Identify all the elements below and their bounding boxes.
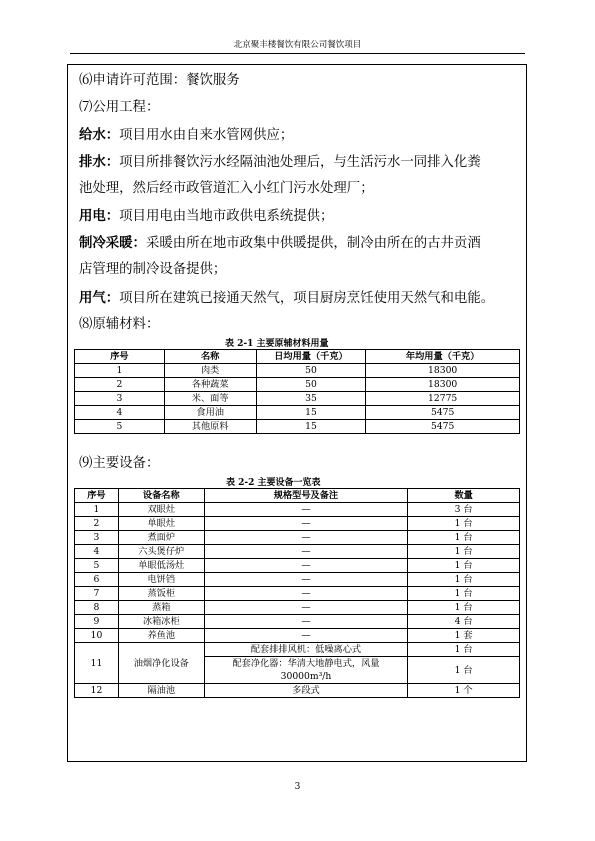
table1-header-row — [75, 350, 520, 364]
table2-header-cell: 序号 — [75, 489, 119, 503]
table-cell: 2 — [75, 517, 119, 531]
table-cell: 11 — [75, 643, 119, 684]
table-row — [75, 587, 520, 601]
hvac-text-1: 采暖由所在地市政集中供暖提供，制冷由所在的古井贡酒 — [145, 236, 481, 251]
table-cell: 六头煲仔炉 — [118, 545, 204, 559]
table-cell: — — [204, 531, 408, 545]
materials-title: ⑻原辅材料： — [79, 317, 160, 332]
table-cell: 18300 — [366, 378, 520, 392]
table-cell: 1 台 — [408, 573, 520, 587]
table-cell: 油烟净化设备 — [118, 643, 204, 684]
table-cell: 15 — [256, 406, 366, 420]
table-cell: — — [204, 601, 408, 615]
table-cell: 18300 — [366, 364, 520, 378]
table1-header-cell: 序号 — [75, 350, 165, 364]
table2-header-cell: 数量 — [408, 489, 520, 503]
table-cell: 50 — [256, 378, 366, 392]
table-row — [75, 378, 520, 392]
table-cell: 冰箱冰柜 — [118, 615, 204, 629]
table-row — [75, 601, 520, 615]
table2-header-cell: 设备名称 — [118, 489, 204, 503]
table-cell: 5 — [75, 420, 165, 434]
table-row — [75, 364, 520, 378]
table-cell: 1 台 — [408, 531, 520, 545]
table-row — [75, 545, 520, 559]
equipment-table — [74, 488, 520, 698]
table-row — [75, 392, 520, 406]
water-label: 给水： — [79, 127, 120, 143]
table-cell: 6 — [75, 573, 119, 587]
table-cell: — — [204, 559, 408, 573]
table-cell: 3 — [75, 392, 165, 406]
table-cell: 15 — [256, 420, 366, 434]
hvac-line-2: 店管理的制冷设备提供； — [79, 262, 227, 277]
table2-header-cell: 规格型号及备注 — [204, 489, 408, 503]
page-header: 北京聚丰楼餐饮有限公司餐饮项目 — [233, 40, 362, 50]
table-cell: 4 台 — [408, 615, 520, 629]
table-cell: 8 — [75, 601, 119, 615]
table-row — [75, 573, 520, 587]
table-row — [75, 629, 520, 643]
table1-header-cell: 名称 — [164, 350, 256, 364]
table-cell: 1 台 — [408, 601, 520, 615]
table-row — [75, 643, 520, 657]
table-cell: 1 台 — [408, 657, 520, 684]
drain-line-1 — [79, 153, 481, 172]
table-cell: 1 — [75, 364, 165, 378]
table2-caption: 表 2-2 主要设备一览表 — [226, 478, 321, 488]
table-cell: 配套排排风机：低噪离心式 — [204, 643, 408, 657]
table-cell: — — [204, 517, 408, 531]
table2-header-row — [75, 489, 520, 503]
table1-header-cell: 年均用量（千克） — [366, 350, 520, 364]
table-cell: — — [204, 573, 408, 587]
table-row — [75, 615, 520, 629]
table-cell: 多段式 — [204, 684, 408, 698]
drain-label: 排水： — [79, 154, 120, 170]
table-cell: 3 台 — [408, 503, 520, 517]
table-cell: 12 — [75, 684, 119, 698]
scope-line — [79, 72, 240, 90]
table-cell: — — [204, 615, 408, 629]
table-cell: 7 — [75, 587, 119, 601]
power-line — [79, 207, 333, 226]
header-rule — [70, 53, 525, 54]
table-cell: 1 台 — [408, 587, 520, 601]
table-row — [75, 406, 520, 420]
table-cell: 5475 — [366, 420, 520, 434]
table-row — [75, 420, 520, 434]
table-cell: 电饼铛 — [118, 573, 204, 587]
table-cell: 1 台 — [408, 545, 520, 559]
table-cell: 9 — [75, 615, 119, 629]
table-row — [75, 517, 520, 531]
table-cell: 煮面炉 — [118, 531, 204, 545]
table-cell: 35 — [256, 392, 366, 406]
hvac-label: 制冷采暖： — [79, 235, 146, 251]
table-cell: 1 套 — [408, 629, 520, 643]
table1-header-cell: 日均用量（千克） — [256, 350, 366, 364]
gas-label: 用气： — [79, 290, 120, 306]
table-cell: 1 个 — [408, 684, 520, 698]
table-cell: 4 — [75, 545, 119, 559]
table-cell: 养鱼池 — [118, 629, 204, 643]
table-cell: 2 — [75, 378, 165, 392]
table-cell: 1 台 — [408, 559, 520, 573]
drain-line-2: 池处理，然后经市政管道汇入小红门污水处理厂； — [79, 181, 374, 196]
table-cell: — — [204, 629, 408, 643]
gas-text: 项目所在建筑已接通天然气，项目厨房烹饪使用天然气和电能。 — [119, 291, 495, 306]
table-cell: 1 — [75, 503, 119, 517]
drain-text-1: 项目所排餐饮污水经隔油池处理后，与生活污水一同排入化粪 — [119, 155, 481, 170]
scope-label: ⑹申请许可范围： — [79, 73, 187, 88]
table-row — [75, 503, 520, 517]
table-cell: 1 台 — [408, 643, 520, 657]
table-cell: 食用油 — [164, 406, 256, 420]
table-cell: 各种蔬菜 — [164, 378, 256, 392]
utilities-title: ⑺公用工程： — [79, 100, 160, 115]
power-label: 用电： — [79, 208, 120, 224]
gas-line — [79, 289, 494, 308]
table-row — [75, 531, 520, 545]
table-cell: 1 台 — [408, 517, 520, 531]
table-cell: — — [204, 587, 408, 601]
water-text: 项目用水由自来水管网供应； — [119, 128, 294, 143]
table-cell: 50 — [256, 364, 366, 378]
table-cell: 米、面等 — [164, 392, 256, 406]
page-number: 3 — [294, 782, 301, 792]
table-cell: 配套净化器：华清大地静电式，风量 30000m³/h — [204, 657, 408, 684]
water-line — [79, 126, 293, 145]
table-cell: 双眼灶 — [118, 503, 204, 517]
table-cell: 单眼低汤灶 — [118, 559, 204, 573]
table-cell: 5475 — [366, 406, 520, 420]
table-cell: 12775 — [366, 392, 520, 406]
hvac-line-1 — [79, 234, 481, 253]
table-cell: 肉类 — [164, 364, 256, 378]
power-text: 项目用电由当地市政供电系统提供； — [119, 209, 334, 224]
table-cell: 隔油池 — [118, 684, 204, 698]
table-cell: 3 — [75, 531, 119, 545]
materials-table — [74, 349, 520, 434]
table-cell: — — [204, 545, 408, 559]
table-cell: 蒸饭柜 — [118, 587, 204, 601]
table-cell: — — [204, 503, 408, 517]
table-cell: 4 — [75, 406, 165, 420]
table1-caption: 表 2-1 主要原辅材料用量 — [225, 339, 329, 349]
scope-value: 餐饮服务 — [186, 73, 240, 88]
table-row — [75, 684, 520, 698]
table-cell: 单眼灶 — [118, 517, 204, 531]
table-cell: 蒸箱 — [118, 601, 204, 615]
table-cell: 5 — [75, 559, 119, 573]
equipment-title: ⑼主要设备： — [79, 456, 160, 471]
table-row — [75, 559, 520, 573]
table-cell: 其他原料 — [164, 420, 256, 434]
table-cell: 10 — [75, 629, 119, 643]
